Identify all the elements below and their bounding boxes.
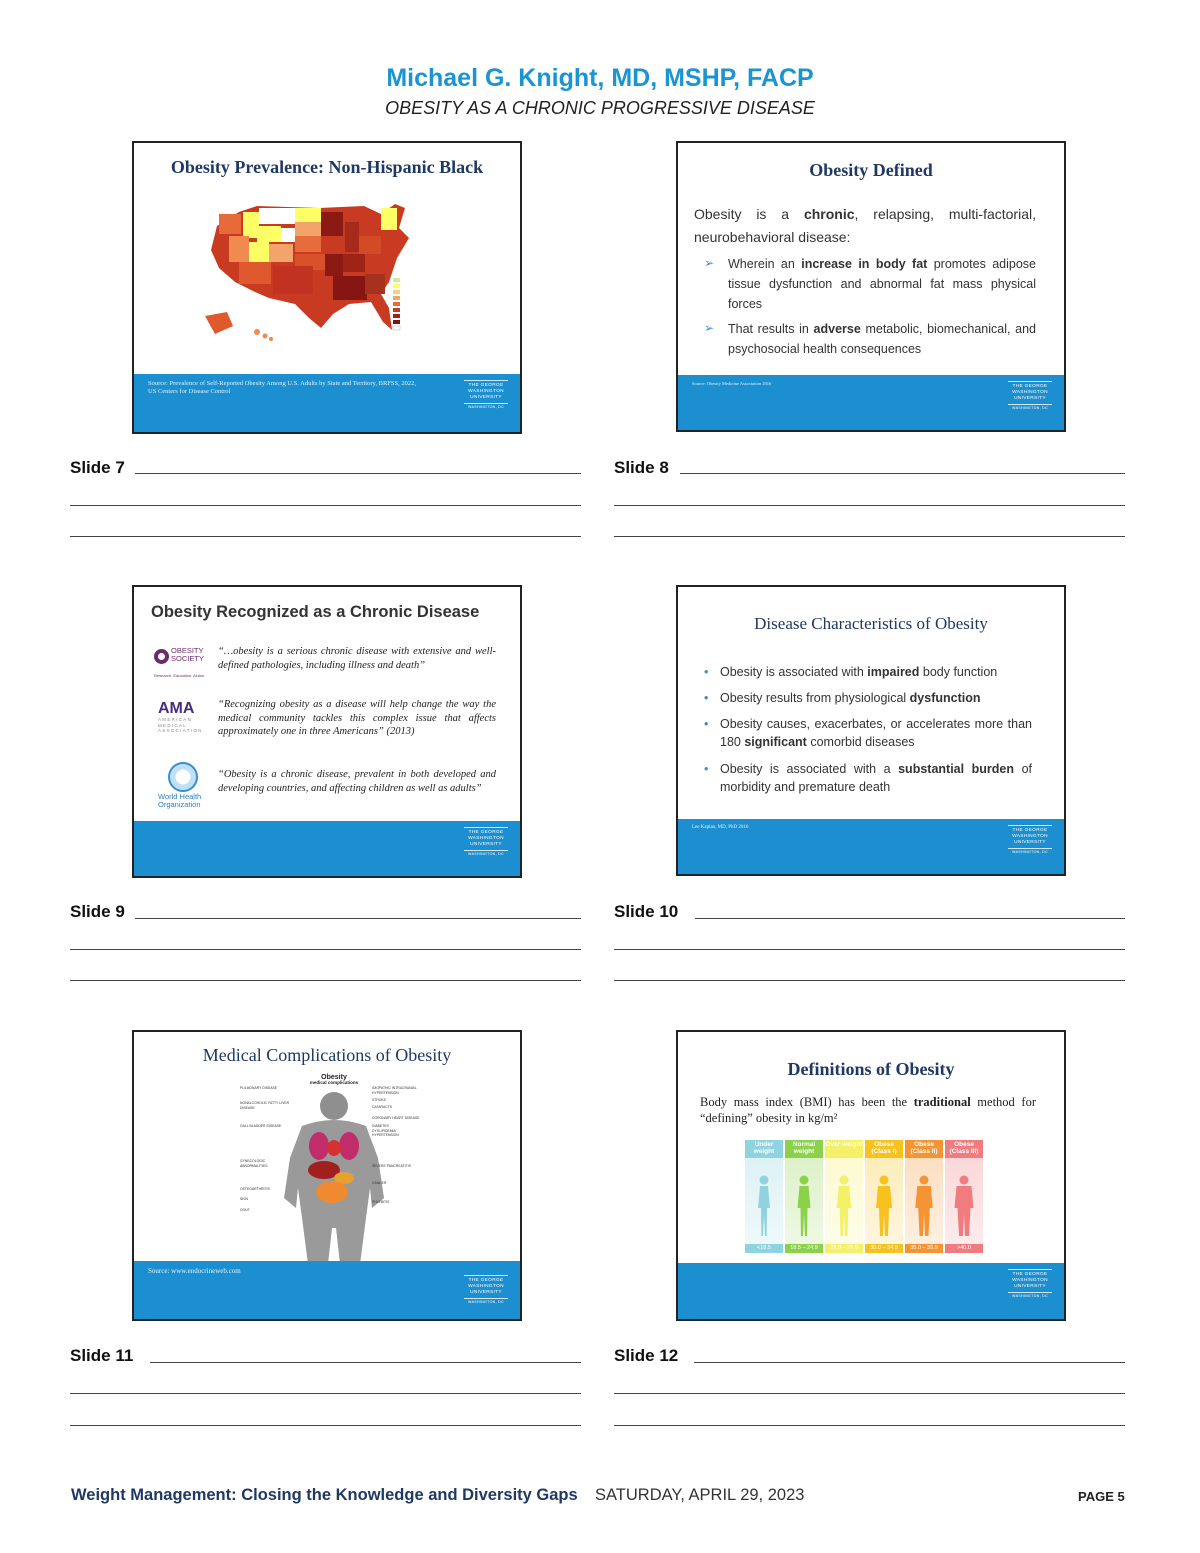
arrow-bullet-icon: ➢ <box>704 256 715 271</box>
us-obesity-map <box>199 198 449 348</box>
bmi-range-label: 30.0 – 34.9 <box>865 1244 903 1253</box>
obesity-society-logo: OBESITY SOCIETY Research. Education. Action. <box>154 646 206 678</box>
gwu-logo: THE GEORGE WASHINGTON UNIVERSITY WASHINGTON, DC <box>1008 381 1052 410</box>
slide-title: Obesity Recognized as a Chronic Disease <box>151 603 480 621</box>
slide-7-thumbnail <box>132 141 522 434</box>
slide-label: Slide 12 <box>614 1346 679 1365</box>
notes-line <box>70 536 581 537</box>
bullet-item: • Obesity causes, exacerbates, or accelerates more than 180 significant comorbid diseases <box>704 717 1032 750</box>
bmi-range-label: <18.5 <box>745 1244 783 1253</box>
notes-line <box>614 980 1125 981</box>
slide-source: Source: Prevalence of Self-Reported Obesity Among U.S. Adults by State and Territory, BRFSS, 2022, US Centers for Disease Control <box>148 380 417 396</box>
bullet-dot-icon: • <box>704 665 709 679</box>
notes-line <box>695 918 1125 919</box>
body-figure-icon <box>912 1174 936 1236</box>
bmi-category-name: Normal weight <box>785 1140 823 1158</box>
slide-label: Slide 10 <box>614 902 679 921</box>
ama-logo: AMA AMERICAN MEDICAL ASSOCIATION <box>158 700 203 734</box>
slide-footer-band <box>678 375 1064 430</box>
bmi-category-name: Obese (Class III) <box>945 1140 983 1158</box>
slide-10-thumbnail <box>676 585 1066 876</box>
slide-label: Slide 7 <box>70 458 125 477</box>
slide-body <box>694 663 1032 804</box>
bullet-dot-icon: • <box>704 761 709 776</box>
bullet-dot-icon: • <box>704 717 709 732</box>
slide-12-thumbnail <box>676 1030 1066 1321</box>
notes-line <box>614 536 1125 537</box>
bmi-range-label: 18.5 – 24.9 <box>785 1244 823 1253</box>
slide-body: Obesity is a chronic, relapsing, multi-factorial, neurobehavioral disease: ➢ Wherein an increase in body fat promotes adipose tissue dysfunction and abnormal fat mass physical forces ➢ That results in adverse metabolic, biomechanical, and psychosocial health consequences <box>694 203 1036 359</box>
who-emblem-icon <box>168 762 198 792</box>
footer-date: SATURDAY, APRIL 29, 2023 <box>595 1486 805 1504</box>
notes-line <box>614 505 1125 506</box>
slide-9-thumbnail <box>132 585 522 878</box>
slide-source: Source: www.endocrineweb.com <box>148 1267 241 1275</box>
notes-line <box>614 1393 1125 1394</box>
bmi-category-name: Over weight <box>825 1140 863 1158</box>
quote-who: “Obesity is a chronic disease, prevalent in both developed and developing countries, and affecting children as well as adults” <box>218 769 496 794</box>
notes-line <box>135 918 581 919</box>
slide-footer-band <box>678 1263 1064 1319</box>
page-number: PAGE 5 <box>1078 1489 1125 1504</box>
body-figure-icon <box>952 1174 976 1236</box>
bmi-category-column <box>785 1140 823 1253</box>
notes-line <box>135 473 581 474</box>
bmi-range-label: 35.0 – 39.9 <box>905 1244 943 1253</box>
bullet-item: • Obesity results from physiological dysfunction <box>694 689 1032 707</box>
bmi-category-name: Under weight <box>745 1140 783 1158</box>
slide-8-thumbnail <box>676 141 1066 432</box>
bmi-category-column <box>745 1140 783 1253</box>
slide-11-thumbnail <box>132 1030 522 1321</box>
quote-obesity-society: “…obesity is a serious chronic disease with extensive and well-defined pathologies, including illness and death” <box>218 646 496 671</box>
slide-source: Source: Obesity Medicine Association 2016 <box>692 381 772 386</box>
slide-footer-band <box>134 374 520 432</box>
slide-title: Disease Characteristics of Obesity <box>754 614 988 633</box>
slide-footer-band <box>134 821 520 876</box>
footer-event-title: Weight Management: Closing the Knowledge and Diversity Gaps <box>71 1486 578 1504</box>
notes-line <box>70 949 581 950</box>
body-figure-icon <box>872 1174 896 1236</box>
gwu-logo: THE GEORGE WASHINGTON UNIVERSITY WASHINGTON, DC <box>1008 825 1052 854</box>
bmi-category-column <box>865 1140 903 1253</box>
slide-title: Obesity Prevalence: Non-Hispanic Black <box>170 157 484 177</box>
slide-label: Slide 11 <box>70 1346 134 1365</box>
quote-ama: “Recognizing obesity as a disease will help change the way the medical community tackles this complex issue that affects approximately one in three Americans” (2013) <box>218 699 496 738</box>
gwu-logo: THE GEORGE WASHINGTON UNIVERSITY WASHINGTON, DC <box>464 827 508 856</box>
slide-label: Slide 9 <box>70 902 125 921</box>
bmi-range-label: 25.0 – 29.9 <box>825 1244 863 1253</box>
notes-line <box>614 1425 1125 1426</box>
notes-line <box>680 473 1125 474</box>
notes-line <box>70 1393 581 1394</box>
bullet-dot-icon: • <box>704 691 709 706</box>
complications-figure: Obesity medical complications PULMONARY DISEASE NONALCOHOLIC FATTY LIVER DISEASE GALL BLADDER DISEASE GYNECOLOGIC ABNORMALITIES OSTEOARTHRITIS SKIN GOUT IDIOPATHIC INTRACRANIAL HYPERTENSION STROKE CATARACTS CORONARY HEART DISEASE DIABETES DYSLIPIDEMIA HYPERTENSION SEVERE PANCREATITIS CANCER PHLEBITIS <box>244 1074 424 1264</box>
gwu-logo: THE GEORGE WASHINGTON UNIVERSITY WASHINGTON, DC <box>464 1275 508 1304</box>
slide-title: Obesity Defined <box>809 160 933 180</box>
arrow-bullet-icon: ➢ <box>704 321 715 336</box>
bmi-category-name: Obese (Class II) <box>905 1140 943 1158</box>
slide-label: Slide 8 <box>614 458 669 477</box>
slide-footer-band <box>678 819 1064 874</box>
bmi-category-column <box>905 1140 943 1253</box>
bmi-category-column <box>945 1140 983 1253</box>
notes-line <box>694 1362 1125 1363</box>
who-logo: World Health Organization <box>158 762 214 810</box>
body-figure-icon <box>832 1174 856 1236</box>
bullet-item: • Obesity is associated with a substantial burden of morbidity and premature death <box>704 761 1032 794</box>
notes-line <box>70 980 581 981</box>
slide-footer-band <box>134 1261 520 1319</box>
slide-title: Medical Complications of Obesity <box>202 1045 452 1065</box>
presentation-subtitle: OBESITY AS A CHRONIC PROGRESSIVE DISEASE <box>385 98 815 118</box>
bmi-range-label: >40.0 <box>945 1244 983 1253</box>
bmi-category-column <box>825 1140 863 1253</box>
notes-line <box>70 505 581 506</box>
bmi-category-name: Obese (Class I) <box>865 1140 903 1158</box>
bullet-item: • Obesity is associated with impaired body function <box>694 663 1032 681</box>
presenter-name: Michael G. Knight, MD, MSHP, FACP <box>386 64 814 92</box>
map-legend <box>393 278 400 330</box>
bullet-item: ➢ That results in adverse metabolic, biomechanical, and psychosocial health consequences <box>704 321 1036 357</box>
gwu-logo: THE GEORGE WASHINGTON UNIVERSITY WASHINGTON, DC <box>1008 1269 1052 1298</box>
body-figure-icon <box>752 1174 776 1236</box>
notes-line <box>150 1362 581 1363</box>
slide-source: Lee Kaplan, MD, PhD 2016 <box>692 825 749 830</box>
slide-body: Body mass index (BMI) has been the traditional method for “defining” obesity in kg/m² <box>700 1095 1036 1126</box>
gwu-logo: THE GEORGE WASHINGTON UNIVERSITY WASHINGTON, DC <box>464 380 508 409</box>
slide-title: Definitions of Obesity <box>787 1059 955 1079</box>
body-figure-icon <box>792 1174 816 1236</box>
notes-line <box>70 1425 581 1426</box>
bullet-item: ➢ Wherein an increase in body fat promotes adipose tissue dysfunction and abnormal fat mass physical forces <box>704 256 1036 312</box>
notes-line <box>614 949 1125 950</box>
